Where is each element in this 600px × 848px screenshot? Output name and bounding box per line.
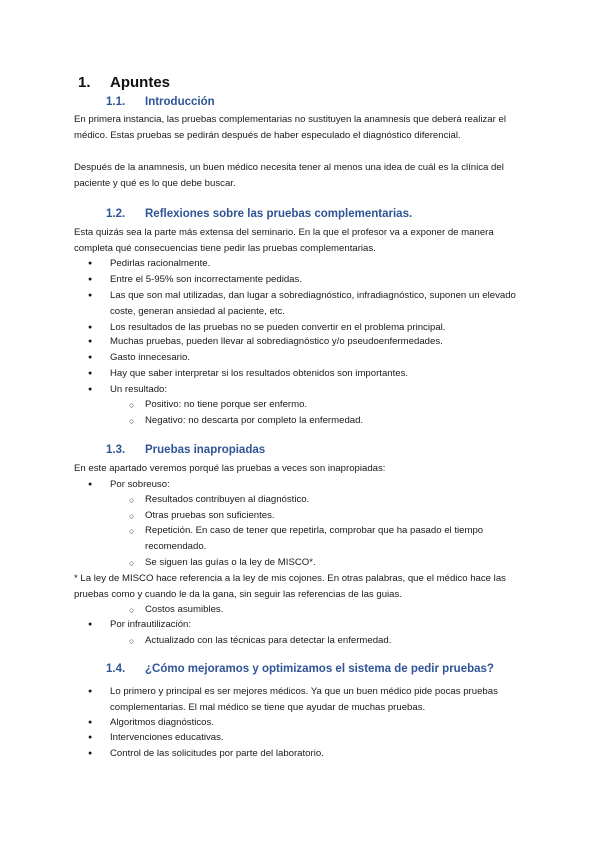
section-title: Apuntes bbox=[110, 74, 170, 91]
subsection-heading-introduccion bbox=[106, 96, 215, 108]
sub-list-item: ○ Positivo: no tiene porque ser enfermo. bbox=[145, 397, 530, 413]
list-item: ● Por infrautilización: bbox=[110, 617, 530, 633]
list-item: ● Entre el 5-95% son incorrectamente pedidas. bbox=[110, 272, 530, 288]
list-item: ● Algoritmos diagnósticos. bbox=[110, 715, 530, 731]
list-item: ● Hay que saber interpretar si los resultados obtenidos son importantes. bbox=[110, 366, 530, 382]
list-item: ● Intervenciones educativas. bbox=[110, 730, 530, 746]
subsection-number: 1.1. bbox=[106, 96, 126, 108]
footnote: * La ley de MISCO hace referencia a la ley de mis cojones. En otras palabras, que el médico hace las pruebas como y cuando le da la gana, sin seguir las referencias de las guias. bbox=[74, 573, 506, 600]
list-item: ● Muchas pruebas, pueden llevar al sobrediagnóstico y/o pseudoenfermedades. bbox=[110, 334, 530, 350]
sub-list-item: ○ Negativo: no descarta por completo la enfermedad. bbox=[145, 413, 530, 429]
sub-list-item: ○ Actualizado con las técnicas para detectar la enfermedad. bbox=[145, 633, 530, 649]
list-item: ● Pedirlas racionalmente. bbox=[110, 256, 530, 272]
list-item: ● Gasto innecesario. bbox=[110, 350, 530, 366]
paragraph: Esta quizás sea la parte más extensa del seminario. En la que el profesor va a exponer de manera completa qué consecuencias tiene pedir las pruebas complementarias. bbox=[74, 227, 494, 254]
list-item: ● Por sobreuso: bbox=[110, 477, 530, 493]
subsection-title: ¿Cómo mejoramos y optimizamos el sistema de pedir pruebas? bbox=[145, 663, 494, 675]
list-item: ● Los resultados de las pruebas no se pueden convertir en el problema principal. bbox=[110, 320, 530, 336]
subsection-number: 1.3. bbox=[106, 444, 126, 456]
sub-list-item: ○ Resultados contribuyen al diagnóstico. bbox=[145, 492, 530, 508]
subsection-title: Reflexiones sobre las pruebas complementarias. bbox=[145, 208, 413, 220]
paragraph: En este apartado veremos porqué las pruebas a veces son inapropiadas: bbox=[74, 463, 386, 474]
list-item: ● Un resultado: bbox=[110, 382, 530, 398]
sub-list-item: ○ Otras pruebas son suficientes. bbox=[145, 508, 530, 524]
list-item: ● Control de las solicitudes por parte del laboratorio. bbox=[110, 746, 530, 762]
section-number: 1. bbox=[78, 74, 91, 91]
list-item: ● Las que son mal utilizadas, dan lugar a sobrediagnóstico, infradiagnóstico, suponen un elevado coste, generan ansiedad al paciente, etc. bbox=[110, 288, 530, 320]
paragraph: Después de la anamnesis, un buen médico necesita tener al menos una idea de cuál es la clínica del paciente y qué es lo que debe buscar. bbox=[74, 162, 504, 189]
subsection-heading-pruebas-inapropiadas bbox=[106, 444, 265, 456]
subsection-title: Introducción bbox=[145, 96, 215, 108]
subsection-number: 1.2. bbox=[106, 208, 126, 220]
subsection-heading-mejoras bbox=[106, 663, 494, 675]
subsection-number: 1.4. bbox=[106, 663, 126, 675]
sub-list-item: ○ Repetición. En caso de tener que repetirla, comprobar que ha pasado el tiempo recomendado. bbox=[145, 523, 530, 555]
subsection-title: Pruebas inapropiadas bbox=[145, 444, 266, 456]
subsection-heading-reflexiones bbox=[106, 208, 412, 220]
sub-list-item: ○ Se siguen las guías o la ley de MISCO*. bbox=[145, 555, 530, 571]
list-item: ● Lo primero y principal es ser mejores médicos. Ya que un buen médico pide pocas pruebas complementarias. El mal médico se tiene que ayudar de muchas pruebas. bbox=[110, 684, 530, 716]
paragraph: En primera instancia, las pruebas complementarias no sustituyen la anamnesis que deberá realizar el médico. Estas pruebas se pedirán después de haber especulado el diagnóstico diferencial. bbox=[74, 114, 506, 141]
sub-list-item: ○ Costos asumibles. bbox=[145, 602, 530, 618]
section-heading bbox=[78, 74, 170, 91]
